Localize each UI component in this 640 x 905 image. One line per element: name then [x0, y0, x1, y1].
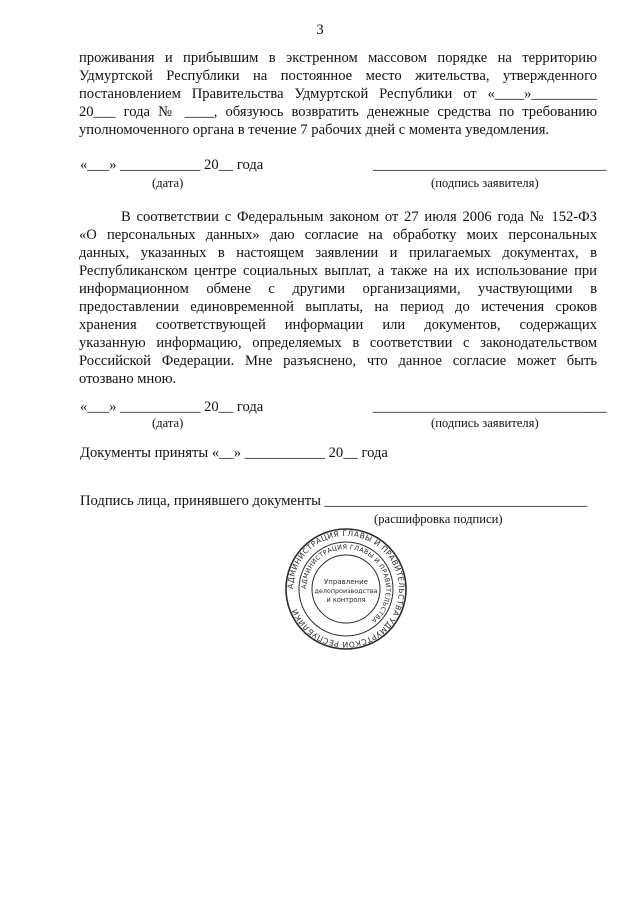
text-line: информационном обмене с другими организациями, участвующими в [79, 281, 597, 297]
text-line: 20___ года № ____, обязуюсь возвратить денежные средства по требованию [79, 104, 597, 120]
signature-caption-1: (подпись заявителя) [431, 176, 539, 190]
text-line: указанную информацию, определяемых в соответствии с законодательством [79, 335, 597, 351]
text-line: Республиканском центре социальных выплат, а также на их использование при [79, 263, 597, 279]
text-line: отозвано мною. [79, 371, 177, 387]
page-number: 3 [316, 22, 324, 38]
official-stamp [284, 527, 408, 651]
acceptor-signature-line: Подпись лица, принявшего документы ____________________________________ [80, 493, 588, 509]
stamp-center-line-3: и контроля [326, 596, 366, 604]
stamp-inner-ring-text: АДМИНИСТРАЦИЯ ГЛАВЫ И ПРАВИТЕЛЬСТВА [299, 542, 393, 625]
signature-line-1: ________________________________ [373, 157, 607, 173]
text-line: уполномоченного органа в течение 7 рабочих дней с момента уведомления. [79, 122, 550, 138]
text-line: проживания и прибывшим в экстренном массовом порядке на территорию [79, 50, 597, 66]
text-line: предоставлении единовременной выплаты, на период до истечения сроков [79, 299, 597, 315]
date-line-1: «___» ___________ 20__ года [80, 157, 264, 173]
text-line: «О персональных данных» даю согласие на обработку моих персональных [79, 227, 597, 243]
text-line: хранения соответствующей информации или документов, содержащих [79, 317, 597, 333]
stamp-outer-ring-text: АДМИНИСТРАЦИЯ ГЛАВЫ И ПРАВИТЕЛЬСТВА УДМУРТСКОЙ РЕСПУБЛИКИ [285, 528, 407, 650]
date-caption-1: (дата) [152, 176, 184, 190]
documents-accepted-line: Документы приняты «__» ___________ 20__ года [80, 445, 388, 461]
text-line: постановлением Правительства Удмуртской Республики от «____»_________ [79, 86, 597, 102]
text-line: В соответствии с Федеральным законом от 27 июля 2006 года № 152-ФЗ [121, 209, 597, 225]
text-line: Удмуртской Республики на постоянное место жительства, утвержденного [79, 68, 597, 84]
top-paragraph [79, 49, 597, 139]
signature-caption-2: (подпись заявителя) [431, 416, 539, 430]
signature-transcript-caption: (расшифровка подписи) [374, 512, 503, 526]
text-line: Российской Федерации. Мне разъяснено, что данное согласие может быть [79, 353, 597, 369]
date-caption-2: (дата) [152, 416, 184, 430]
date-line-2: «___» ___________ 20__ года [80, 399, 264, 415]
stamp-center-line-2: делопроизводства [314, 587, 378, 595]
signature-line-2: ________________________________ [373, 399, 607, 415]
consent-paragraph [79, 208, 597, 388]
stamp-center-line-1: Управление [324, 578, 368, 586]
text-line: данных, указанных в настоящем заявлении и прилагаемых документах, в [79, 245, 597, 261]
